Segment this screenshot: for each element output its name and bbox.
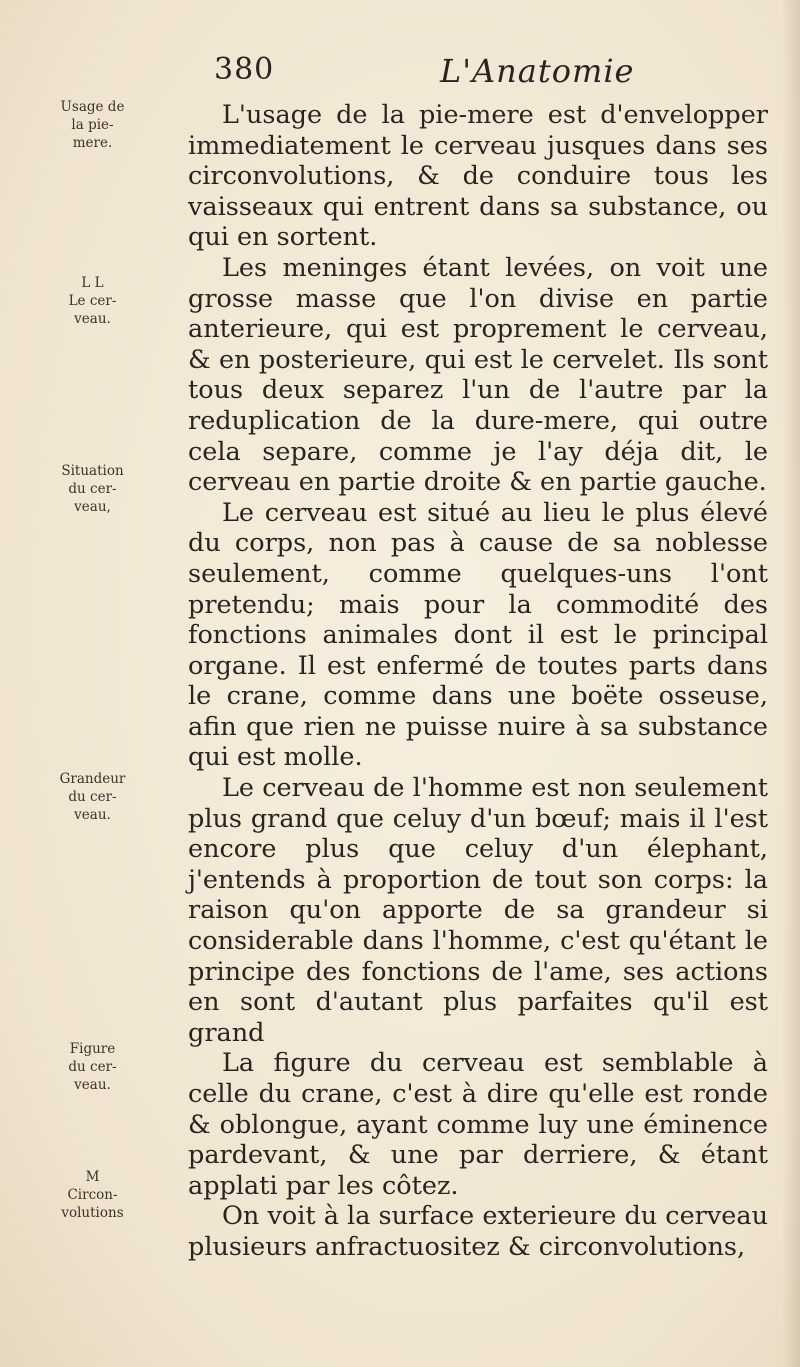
paragraph-situation: Le cerveau est situé au lieu le plus élevé du corps, non pas à cause de sa noblesse seulement, comme quelques-uns l'ont pretendu; mais pour la commodité des fonctions animales dont il est le principal organe. Il est enfermé de toutes parts dans le crane, comme dans une boëte osseuse, afin que rien ne puisse nuire à sa substance qui est molle. (188, 497, 768, 773)
margin-notes (0, 0, 190, 1367)
paragraph-cerveau: Les meninges étant levées, on voit une grosse masse que l'on divise en partie anterieure, qui est proprement le cerveau, & en posterieure, qui est le cervelet. Ils sont tous deux separez l'un de l'autre par la reduplication de la dure-mere, qui outre cela separe, comme je l'ay déja dit, le cerveau en partie droite & en partie gauche. (188, 252, 768, 498)
paragraph-figure: La figure du cerveau est semblable à celle du crane, c'est à dire qu'elle est ronde & oblongue, ayant comme luy une éminence pardevant, & une par derriere, & étant applati par les côtez. (188, 1048, 768, 1201)
paragraph-grandeur: Le cerveau de l'homme est non seulement plus grand que celuy d'un bœuf; mais il l'est encore plus que celuy d'un élephant, j'entends à proportion de tout son corps: la raison qu'on apporte de sa grandeur si considerable dans l'homme, c'est qu'étant le principe des fonctions de l'ame, ses actions en sont d'autant plus parfaites qu'il est grand (188, 773, 768, 1048)
body-text (188, 100, 768, 1263)
page-number: 380 (214, 52, 275, 87)
margin-note-situation: Situation du cer- veau, (61, 463, 124, 515)
margin-note-circonvolutions: M Circon- volutions (61, 1169, 124, 1221)
paragraph-usage: L'usage de la pie-mere est d'envelopper immediatement le cerveau jusques dans ses circonvolutions, & de conduire tous les vaisseaux qui entrent dans sa substance, ou qui en sortent. (188, 100, 768, 253)
running-title: L'Anatomie (440, 52, 635, 90)
margin-note-grandeur: Grandeur du cer- veau. (59, 771, 126, 823)
margin-note-usage: Usage de la pie- mere. (60, 99, 125, 151)
paragraph-circonvolutions: On voit à la surface exterieure du cerveau plusieurs anfractuositez & circonvolutions, (188, 1201, 768, 1262)
margin-note-figure: Figure du cer- veau. (68, 1041, 117, 1093)
margin-note-cerveau: L L Le cer- veau. (68, 275, 117, 327)
page-edge-shadow (782, 0, 800, 1367)
